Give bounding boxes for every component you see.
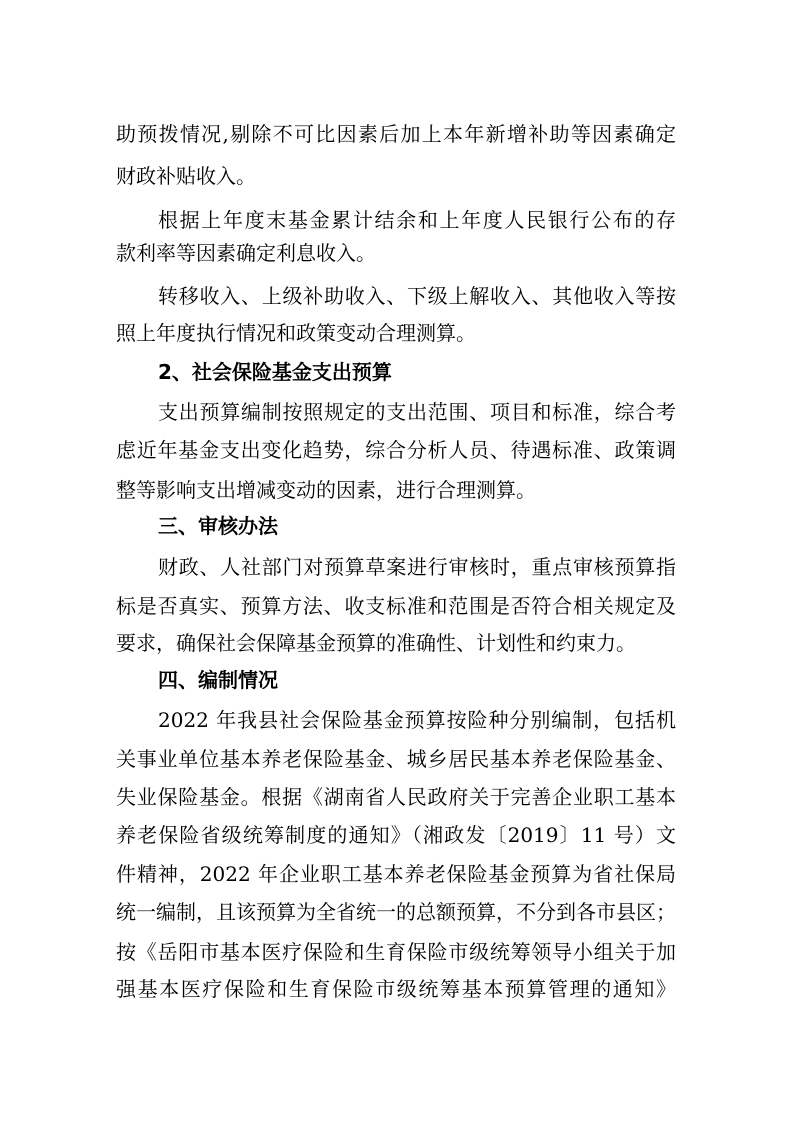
paragraph-line: 2022 年我县社会保险基金预算按险种分别编制，包括机 [158,708,676,732]
paragraph-line: 统一编制，且该预算为全省统一的总额预算，不分到各市县区； [116,900,676,924]
paragraph-line: 养老保险省级统筹制度的通知》（湘政发〔2019〕11 号）文 [116,823,676,847]
paragraph-line: 标是否真实、预算方法、收支标准和范围是否符合相关规定及 [116,594,676,618]
paragraph-line: 虑近年基金支出变化趋势，综合分析人员、待遇标准、政策调 [116,438,676,462]
paragraph-line: 件精神，2022 年企业职工基本养老保险基金预算为省社保局 [116,862,676,886]
paragraph-line: 根据上年度末基金累计结余和上年度人民银行公布的存 [158,208,676,232]
paragraph-line: 按《岳阳市基本医疗保险和生育保险市级统筹领导小组关于加 [116,940,676,964]
paragraph-line: 款利率等因素确定利息收入。 [116,241,376,265]
paragraph-line: 转移收入、上级补助收入、下级上解收入、其他收入等按 [158,284,676,308]
paragraph-line: 财政、人社部门对预算草案进行审核时，重点审核预算指 [158,555,676,579]
paragraph-line: 照上年度执行情况和政策变动合理测算。 [116,321,476,345]
paragraph-line: 财政补贴收入。 [116,164,256,188]
paragraph-line: 要求，确保社会保障基金预算的准确性、计划性和约束力。 [116,631,636,655]
paragraph-line: 失业保险基金。根据《湖南省人民政府关于完善企业职工基本 [116,785,676,809]
paragraph-line: 整等影响支出增减变动的因素，进行合理测算。 [116,478,536,502]
paragraph-line: 支出预算编制按照规定的支出范围、项目和标准，综合考 [158,400,676,424]
paragraph-line: 助预拨情况,剔除不可比因素后加上本年新增补助等因素确定 [116,122,676,146]
section-heading: 2、社会保险基金支出预算 [158,360,392,384]
section-heading: 三、审核办法 [158,514,278,538]
paragraph-line: 强基本医疗保险和生育保险市级统筹基本预算管理的通知》 [116,977,676,1001]
section-heading: 四、编制情况 [158,668,278,692]
paragraph-line: 关事业单位基本养老保险基金、城乡居民基本养老保险基金、 [116,747,676,771]
